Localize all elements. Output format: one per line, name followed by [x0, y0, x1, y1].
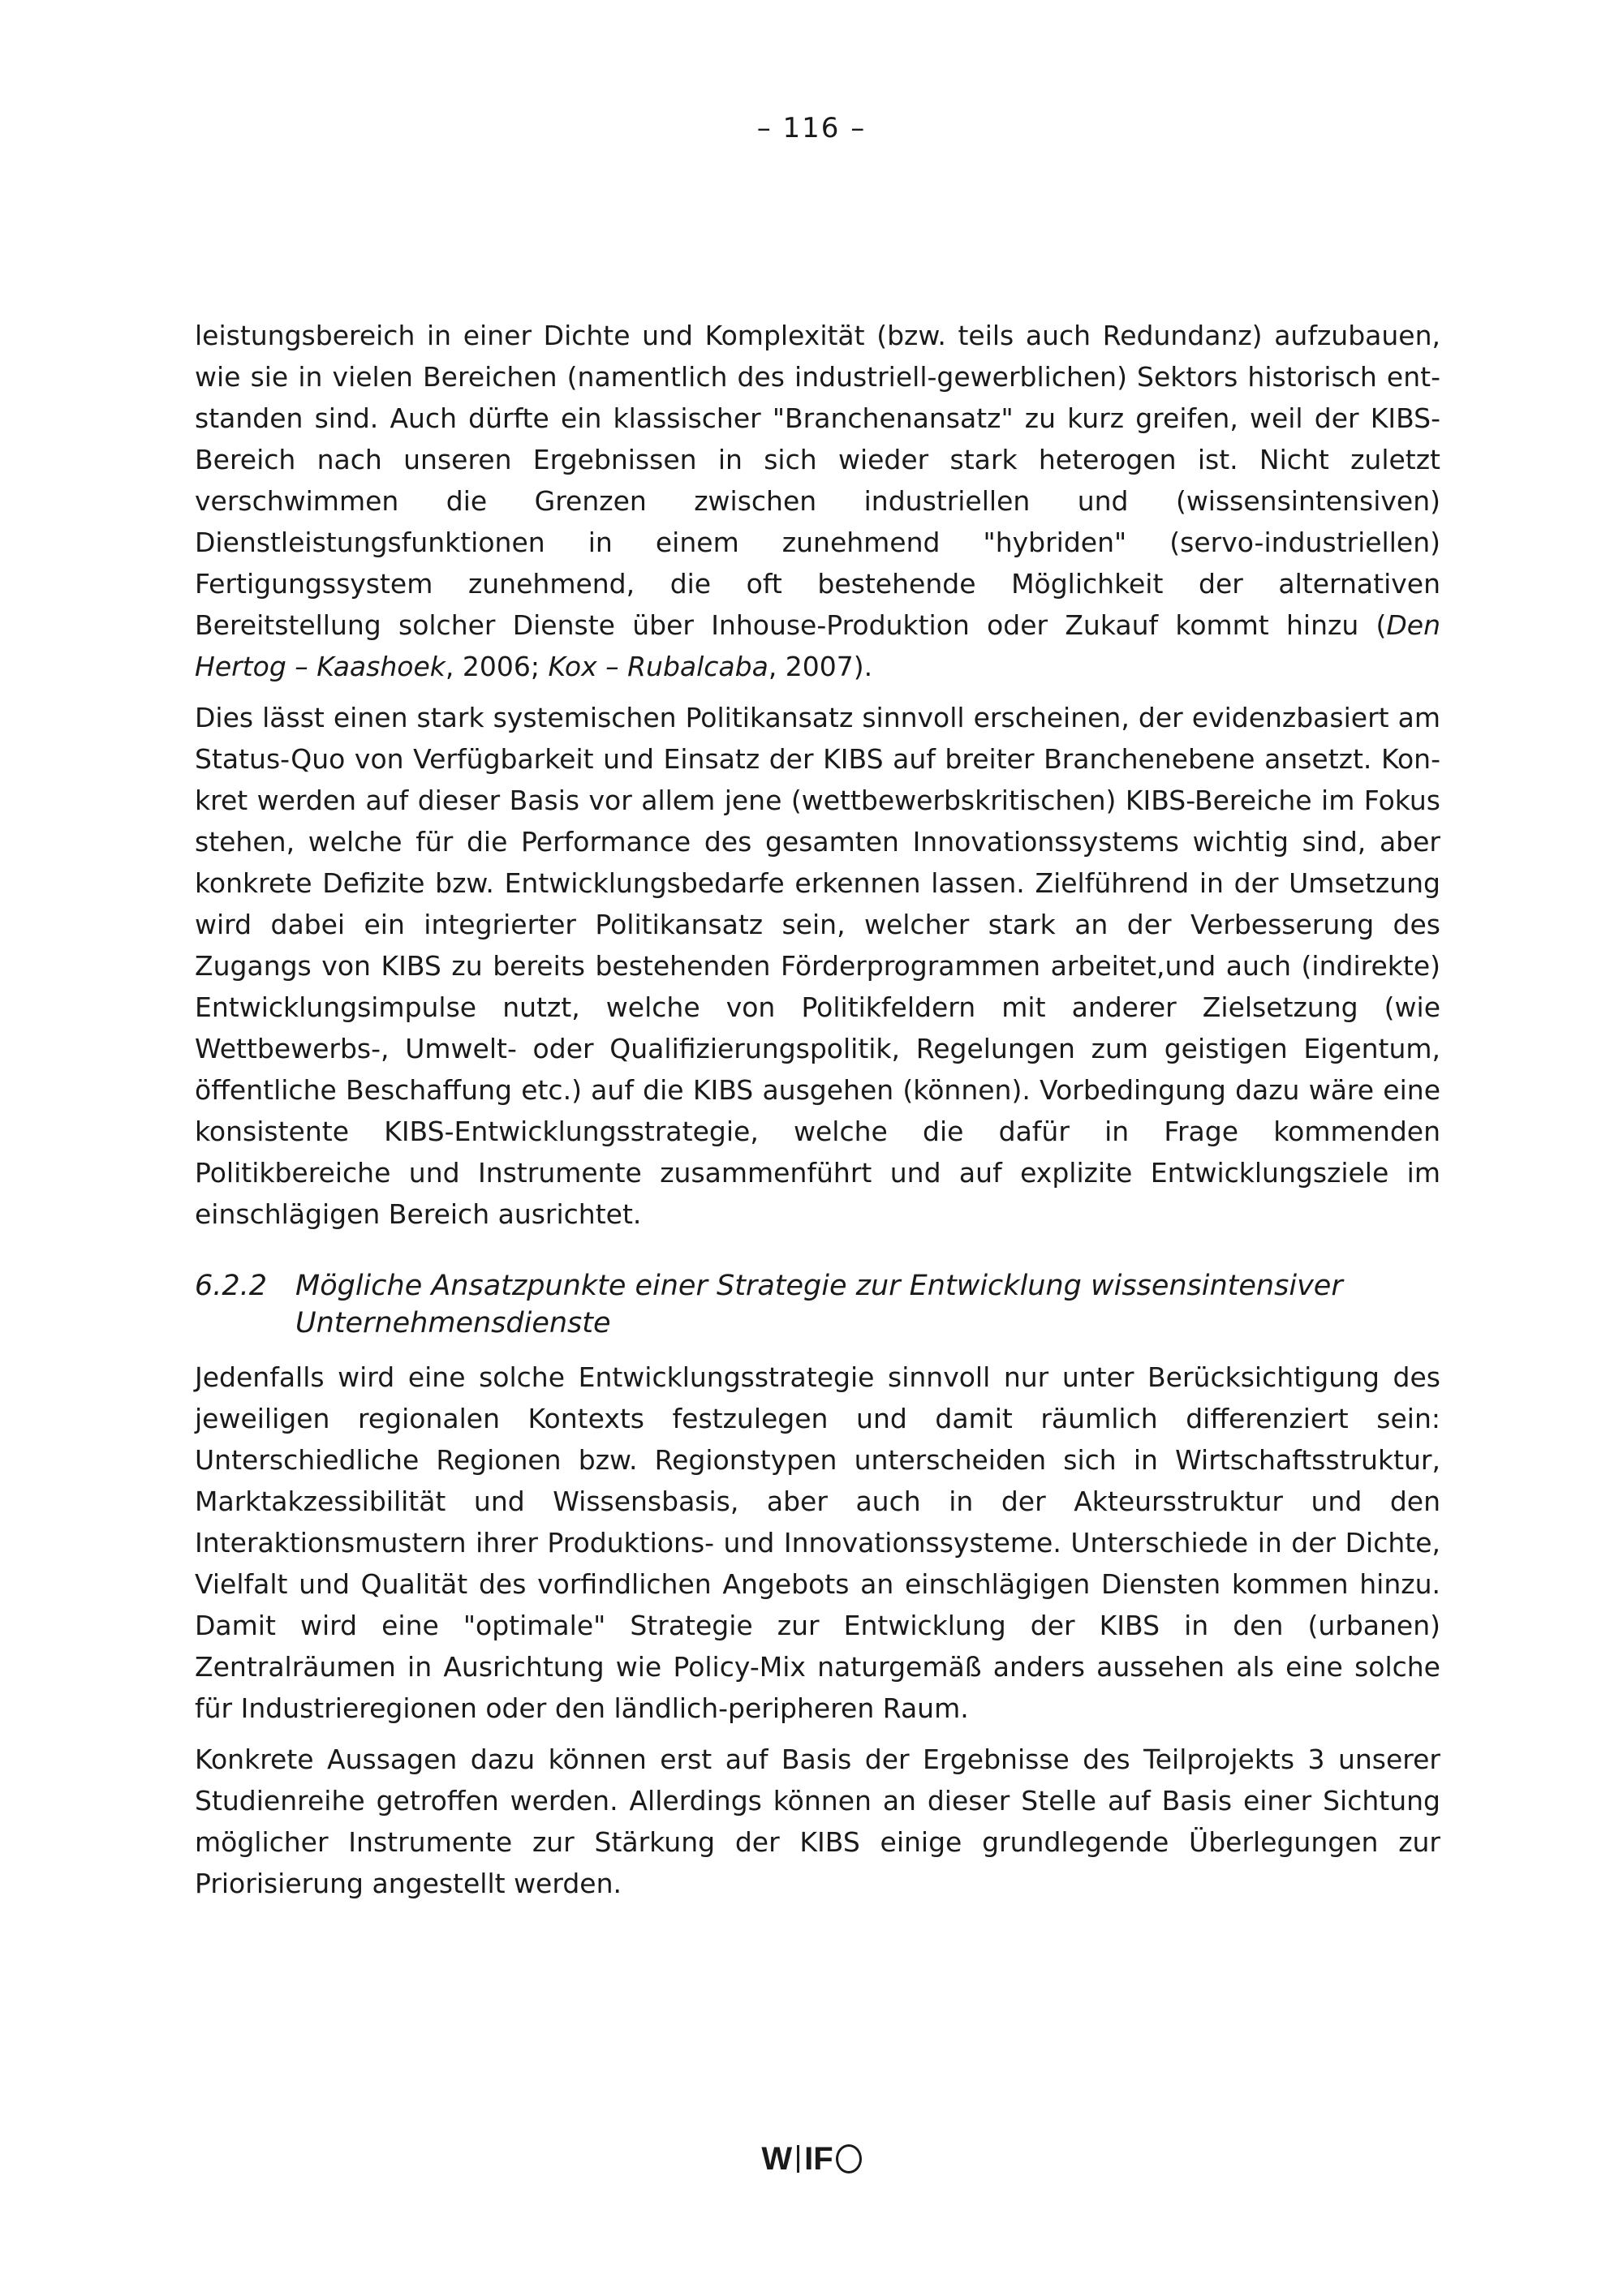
- paragraph: Konkrete Aussagen dazu können erst auf Basis der Ergebnisse des Teilprojekts 3 unserer Studienreihe getroffen werden. Allerdings können an dieser Stelle auf Basis einer Sichtung möglicher Instrumente zur Stärkung der KIBS einige grundlegende Überlegungen zur Priorisierung angestellt werden.: [195, 1743, 1440, 1899]
- citation-author: Den Hertog – Kaashoek: [195, 609, 1440, 682]
- page-number: – 116 –: [756, 112, 867, 144]
- document-body: [195, 315, 1440, 1914]
- section-heading: [195, 1267, 1440, 1342]
- wifo-logo: [761, 2140, 861, 2178]
- section-number: 6.2.2: [195, 1270, 268, 1302]
- logo-letter: W: [761, 2140, 793, 2177]
- citation-author: Kox – Rubalcaba: [548, 651, 768, 682]
- paragraph-text: , 2006;: [445, 651, 549, 682]
- section-title: Mögliche Ansatzpunkte einer Strategie zur Entwicklung wissensintensiver Unternehmensdienste: [295, 1270, 1343, 1339]
- logo-circle-icon: [836, 2144, 862, 2173]
- paragraph: Dies lässt einen stark systemischen Politikansatz sinnvoll erscheinen, der evidenzbasiert am Status-Quo von Verfügbarkeit und Einsatz der KIBS auf breiter Branchenebene ansetzt. Konkret werden auf dieser Basis vor allem jene (wettbewerbskritischen) KIBS-Bereiche im Fokus stehen, welche für die Performance des gesamten Innovationssystems wichtig sind, aber konkrete Defizite bzw. Entwicklungsbedarfe erkennen lassen. Zielführend in der Umsetzung wird dabei ein integrierter Politikansatz sein, welcher stark an der Verbesserung des Zugangs von KIBS zu bereits bestehenden Förderprogrammen arbeitet,und auch (indirekte) Entwicklungsimpulse nutzt, welche von Politikfeldern mit anderer Zielsetzung (wie Wettbewerbs-, Umwelt- oder Qualifizierungspolitik, Regelungen zum geistigen Eigentum, öffentliche Beschaffung etc.) auf die KIBS ausgehen (können). Vorbedingung dazu wäre eine konsistente KIBS-Entwicklungsstrategie, welche die dafür in Frage kommenden Politikbereiche und Instrumente zusammenführt und auf explizite Entwicklungsziele im einschlägigen Bereich ausrichtet.: [195, 702, 1440, 1230]
- paragraph: [195, 315, 1440, 687]
- paragraph-text: leistungsbereich in einer Dichte und Komplexität (bzw. teils auch Redundanz) aufzubauen, wie sie in vielen Bereichen (namentlich des industriell-gewerblichen) Sektors historisch entstanden sind. Auch dürfte ein klassischer "Branchenansatz" zu kurz greifen, weil der KIBS-Bereich nach unseren Ergebnissen in sich wieder stark heterogen ist. Nicht zuletzt verschwimmen die Grenzen zwischen industriellen und (wissensintensiven) Dienstleistungsfunktionen in einem zunehmend "hybriden" (servo-industriellen) Fertigungssystem zunehmend, die oft bestehende Möglichkeit der alternativen Bereitstellung solcher Dienste über Inhouse-Produktion oder Zukauf kommt hinzu (: [195, 320, 1440, 641]
- footer: [0, 2140, 1623, 2178]
- logo-letters: IF: [804, 2140, 833, 2177]
- paragraph-text: , 2007).: [768, 651, 873, 682]
- logo-bar: [797, 2145, 799, 2173]
- paragraph: Jedenfalls wird eine solche Entwicklungsstrategie sinnvoll nur unter Berücksichtigung des jeweiligen regionalen Kontexts festzulegen und damit räumlich differenziert sein: Unterschiedliche Regionen bzw. Regionstypen unterscheiden sich in Wirtschaftsstruktur, Marktakzessibilität und Wissensbasis, aber auch in der Akteursstruktur und den Interaktionsmustern ihrer Produktions- und Innovationssysteme. Unterschiede in der Dichte, Vielfalt und Qualität des vorfindlichen Angebots an einschlägigen Diensten kommen hinzu. Damit wird eine "optimale" Strategie zur Entwicklung der KIBS in den (urbanen) Zentralräumen in Ausrichtung wie Policy-Mix naturgemäß anders aussehen als eine solche für Industrieregionen oder den ländlich-peripheren Raum.: [195, 1361, 1440, 1724]
